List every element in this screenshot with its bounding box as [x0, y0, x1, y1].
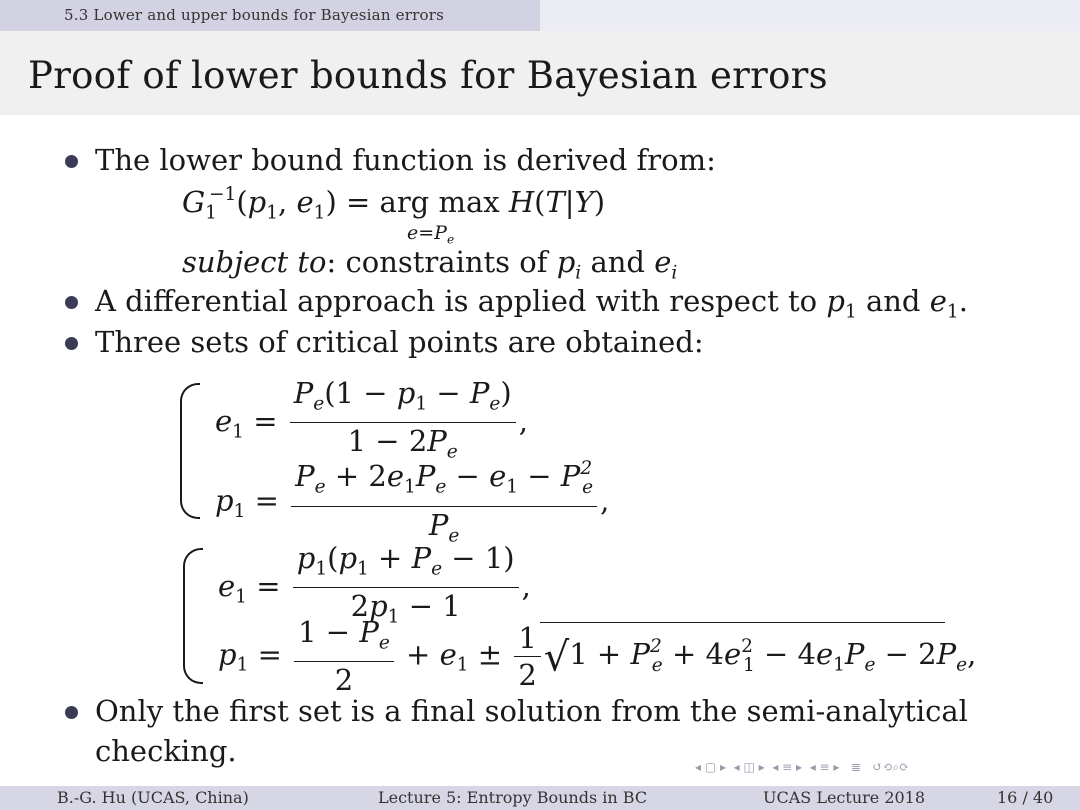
footer-page-number: 16 / 40 [997, 788, 1054, 807]
footer-venue: UCAS Lecture 2018 [763, 788, 926, 807]
bullet-dot [65, 337, 78, 350]
nav-prev-frame-icon[interactable]: ◂ ▢ ▸ [695, 760, 727, 774]
argmax-subscript: $e=P_e$ [407, 222, 455, 247]
bullet-text: Only the first set is a final solution from the semi-analytical [95, 694, 968, 728]
nav-next-section-icon[interactable]: ◂ ≡ ▸ [809, 760, 840, 774]
bullet-text: Three sets of critical points are obtained: [95, 325, 704, 359]
equation-p1-set2: $p_1$ = $\frac{1 - P_e}{2}$ + $e_1$ ± $\frac{1}{2}$ $√1 + P^2_e + 4e^2_1 - 4e_1P_e - 2P_e$, [218, 615, 977, 698]
argmax-operator: arg max [379, 185, 500, 220]
bullet-text: The lower bound function is derived from: [95, 143, 716, 177]
sqrt-bar [540, 622, 945, 623]
formula-constraints: subject to: constraints of $p_i$ and $e_i$ [182, 245, 678, 284]
formula-lower-bound: $G_1^{-1}(p_1$, $e_1$) = arg max H(T|Y) [182, 184, 606, 224]
equation-e1-set2: $e_1$ = $\frac{p_1(p_1 + P_e - 1)}{2p_1 - 1}$ , [218, 540, 531, 636]
bullet-text: A differential approach is applied with respect to $p_1$ and $e_1$. [95, 284, 968, 323]
bullet-text-continued: checking. [95, 734, 237, 768]
nav-align-icon[interactable]: ≣ [850, 760, 861, 774]
slide-title: Proof of lower bounds for Bayesian errors [28, 54, 828, 97]
nav-prev-subsection-icon[interactable]: ◂ ◫ ▸ [733, 760, 765, 774]
nav-search-icon[interactable]: ↺⟲⌕⟳ [872, 760, 910, 774]
nav-controls[interactable] [695, 760, 909, 775]
footer-lecture: Lecture 5: Entropy Bounds in BC [378, 788, 648, 807]
footer-author: B.-G. Hu (UCAS, China) [57, 788, 249, 807]
section-heading: 5.3 Lower and upper bounds for Bayesian errors [64, 6, 444, 24]
equation-e1-set1: $e_1$ = $\frac{P_e(1 - p_1 - P_e)}{1 - 2P_e}$ , [215, 375, 528, 471]
bullet-dot [65, 155, 78, 168]
bullet-dot [65, 296, 78, 309]
left-brace [183, 548, 203, 684]
bullet-dot [65, 706, 78, 719]
equation-p1-set1: $p_1$ = $\frac{P_e + 2e_1P_e - e_1 - P^2_e}{P_e}$ , [215, 451, 609, 554]
left-brace [180, 383, 200, 519]
nav-prev-section-icon[interactable]: ◂ ≡ ▸ [772, 760, 803, 774]
